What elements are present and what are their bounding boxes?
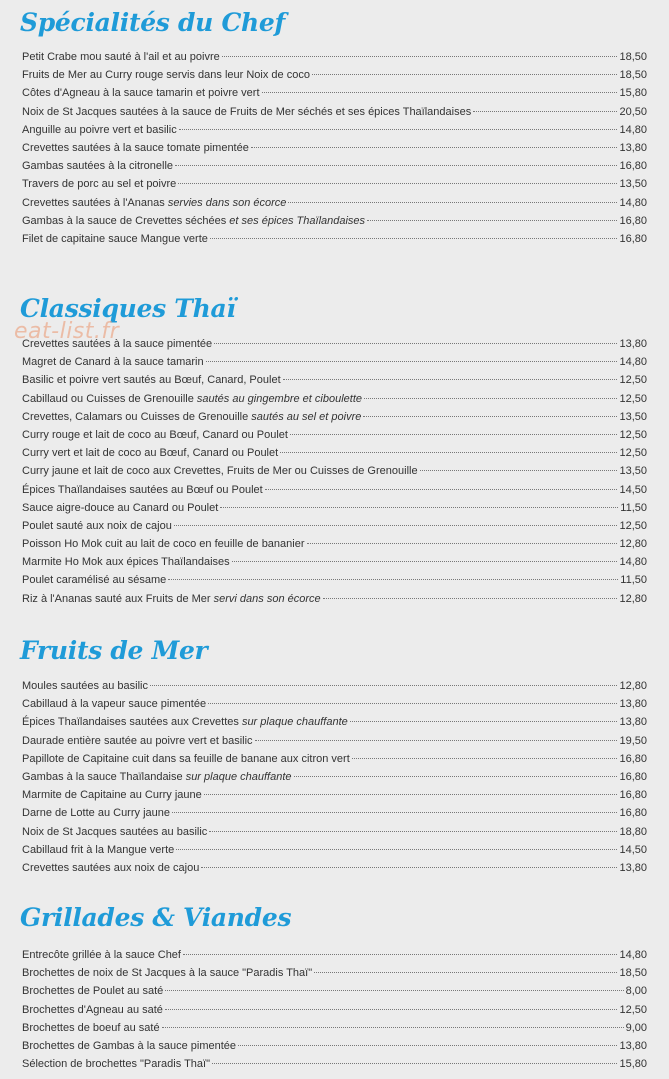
- dot-leader: [162, 1027, 624, 1028]
- dot-leader: [312, 74, 618, 75]
- item-name: [22, 194, 286, 212]
- item-title: Brochettes de Poulet au saté: [22, 985, 164, 998]
- item-price: 12,80: [619, 538, 647, 551]
- item-name: [22, 841, 174, 859]
- item-price: 13,50: [619, 178, 647, 191]
- item-title: Petit Crabe mou sauté à l'ail et au poivre: [22, 51, 220, 63]
- menu-item: [22, 1001, 647, 1019]
- dot-leader: [290, 434, 617, 435]
- item-title: Riz à l'Ananas sauté aux Fruits de Mer: [22, 592, 211, 605]
- item-title: Entrecôte grillée à la sauce Chef: [22, 949, 181, 961]
- item-price: 8,00: [625, 985, 647, 998]
- dot-leader: [294, 776, 618, 777]
- item-name: [22, 499, 218, 517]
- item-price: 13,80: [619, 338, 647, 350]
- menu-item: [22, 553, 647, 571]
- item-price: 18,50: [619, 967, 647, 980]
- menu-item: [22, 175, 647, 193]
- item-title: Daurade entière sautée au poivre vert et basilic: [22, 734, 253, 747]
- menu-item: [22, 139, 647, 157]
- menu-item: [22, 84, 647, 102]
- menu-list: [22, 946, 647, 1073]
- item-name: [22, 48, 220, 66]
- item-name: [22, 823, 207, 841]
- item-price: 15,80: [619, 1058, 647, 1071]
- item-title: Cabillaud à la vapeur sauce pimentée: [22, 698, 207, 711]
- dot-leader: [323, 598, 618, 599]
- item-name: [22, 1055, 210, 1073]
- item-title: Noix de St Jacques sautées au basilic: [22, 825, 208, 838]
- item-name: [22, 481, 263, 499]
- menu-item: [22, 194, 647, 212]
- menu-item: [22, 462, 647, 480]
- item-title: Brochettes de boeuf au saté: [22, 1021, 160, 1034]
- item-price: 16,80: [619, 752, 647, 765]
- dot-leader: [350, 721, 618, 722]
- dot-leader: [220, 507, 618, 508]
- menu-item: [22, 1055, 647, 1073]
- dot-leader: [222, 56, 618, 57]
- dot-leader: [165, 1009, 618, 1010]
- item-title: Moules sautées au basilic: [22, 680, 148, 692]
- item-price: 12,50: [619, 1003, 647, 1016]
- item-price: 14,50: [619, 843, 647, 856]
- item-price: 16,80: [619, 160, 647, 173]
- item-title: Gambas à la sauce Thaïlandaise: [22, 770, 183, 783]
- dot-leader: [363, 416, 617, 417]
- dot-leader: [251, 147, 618, 148]
- item-name: [22, 426, 288, 444]
- menu-item: [22, 535, 647, 553]
- item-note: sautés au gingembre et ciboulette: [196, 392, 362, 405]
- item-price: 14,80: [619, 196, 647, 209]
- item-price: 13,50: [619, 465, 647, 478]
- item-title: Darne de Lotte au Curry jaune: [22, 807, 170, 820]
- item-title: Filet de capitaine sauce Mangue verte: [22, 232, 208, 245]
- section-title: Spécialités du Chef: [20, 8, 285, 37]
- item-title: Curry jaune et lait de coco aux Crevettes, Fruits de Mer ou Cuisses de Grenouille: [22, 465, 418, 478]
- item-name: [22, 139, 249, 157]
- item-price: 11,50: [620, 501, 647, 514]
- dot-leader: [473, 111, 617, 112]
- item-price: 16,80: [619, 232, 647, 245]
- dot-leader: [179, 129, 618, 130]
- item-name: [22, 804, 170, 822]
- dot-leader: [150, 685, 618, 686]
- item-name: [22, 84, 260, 102]
- dot-leader: [352, 758, 618, 759]
- item-title: Noix de St Jacques sautées à la sauce de Fruits de Mer séchés et ses épices Thaïlandaises: [22, 105, 472, 118]
- section-title: Grillades & Viandes: [20, 903, 292, 932]
- menu-item: [22, 841, 647, 859]
- menu-item: [22, 859, 647, 877]
- dot-leader: [420, 470, 618, 471]
- item-name: [22, 212, 365, 230]
- item-name: [22, 946, 181, 964]
- menu-item: [22, 804, 647, 822]
- dot-leader: [183, 954, 617, 955]
- item-name: [22, 768, 292, 786]
- menu-item: [22, 426, 647, 444]
- item-price: 14,80: [619, 123, 647, 136]
- item-name: [22, 462, 418, 480]
- dot-leader: [214, 343, 617, 344]
- item-name: [22, 444, 278, 462]
- item-name: [22, 157, 173, 175]
- item-title: Crevettes, Calamars ou Cuisses de Grenouille: [22, 410, 249, 423]
- item-name: [22, 1019, 160, 1037]
- dot-leader: [204, 794, 618, 795]
- item-note: et ses épices Thaïlandaises: [229, 214, 366, 227]
- item-price: 12,50: [619, 428, 647, 441]
- dot-leader: [307, 543, 618, 544]
- item-title: Crevettes sautées à la sauce tomate pimentée: [22, 141, 249, 154]
- menu-list: [22, 677, 647, 877]
- item-name: [22, 371, 281, 389]
- item-price: 16,80: [619, 770, 647, 783]
- item-price: 13,80: [619, 141, 647, 154]
- menu-item: [22, 390, 647, 408]
- dot-leader: [283, 379, 618, 380]
- watermark: eat-list.fr: [14, 319, 120, 344]
- item-price: 12,80: [619, 592, 647, 605]
- dot-leader: [175, 165, 617, 166]
- item-name: [22, 230, 208, 248]
- menu-item: [22, 713, 647, 731]
- item-price: 18,80: [619, 825, 647, 838]
- menu-item: [22, 946, 647, 964]
- item-price: 16,80: [619, 789, 647, 802]
- item-price: 11,50: [620, 574, 647, 587]
- dot-leader: [212, 1063, 617, 1064]
- dot-leader: [288, 202, 617, 203]
- dot-leader: [367, 220, 617, 221]
- menu-item: [22, 750, 647, 768]
- item-name: [22, 553, 230, 571]
- item-title: Papillote de Capitaine cuit dans sa feuille de banane aux citron vert: [22, 752, 350, 765]
- item-price: 12,50: [619, 447, 647, 460]
- item-name: [22, 732, 253, 750]
- dot-leader: [232, 561, 618, 562]
- menu-item: [22, 768, 647, 786]
- dot-leader: [208, 703, 617, 704]
- item-name: [22, 571, 166, 589]
- item-price: 20,50: [619, 105, 647, 118]
- item-title: Épices Thaïlandaises sautées aux Crevettes: [22, 716, 239, 729]
- item-price: 18,50: [619, 69, 647, 82]
- item-name: [22, 713, 348, 731]
- item-price: 12,50: [619, 374, 647, 387]
- item-title: Poisson Ho Mok cuit au lait de coco en feuille de bananier: [22, 538, 305, 551]
- menu-item: [22, 1037, 647, 1055]
- item-name: [22, 750, 350, 768]
- item-title: Crevettes sautées à la sauce pimentée: [22, 338, 213, 350]
- item-name: [22, 121, 177, 139]
- item-title: Poulet caramélisé au sésame: [22, 574, 167, 587]
- menu-item: [22, 1019, 647, 1037]
- dot-leader: [201, 867, 617, 868]
- item-note: sur plaque chauffante: [185, 770, 292, 783]
- item-name: [22, 786, 202, 804]
- dot-leader: [262, 92, 618, 93]
- item-title: Travers de porc au sel et poivre: [22, 178, 177, 191]
- item-note: servies dans son écorce: [167, 196, 287, 209]
- item-price: 9,00: [625, 1021, 647, 1034]
- item-title: Cabillaud frit à la Mangue verte: [22, 843, 175, 856]
- dot-leader: [364, 398, 617, 399]
- item-note: servi dans son écorce: [213, 592, 321, 605]
- item-name: [22, 517, 172, 535]
- item-name: [22, 103, 471, 121]
- dot-leader: [314, 972, 617, 973]
- dot-leader: [210, 238, 618, 239]
- item-name: [22, 982, 163, 1000]
- menu-item: [22, 823, 647, 841]
- menu-item: [22, 353, 647, 371]
- menu-item: [22, 964, 647, 982]
- item-name: [22, 390, 362, 408]
- menu-item: [22, 517, 647, 535]
- item-title: Sélection de brochettes "Paradis Thaï": [22, 1058, 210, 1071]
- item-title: Fruits de Mer au Curry rouge servis dans leur Noix de coco: [22, 69, 310, 82]
- item-price: 12,50: [619, 519, 647, 532]
- item-title: Marmite Ho Mok aux épices Thaïlandaises: [22, 556, 230, 569]
- menu-list: [22, 335, 647, 608]
- item-price: 19,50: [619, 734, 647, 747]
- item-title: Curry rouge et lait de coco au Bœuf, Canard ou Poulet: [22, 428, 288, 441]
- dot-leader: [174, 525, 618, 526]
- item-title: Gambas à la sauce de Crevettes séchées: [22, 214, 227, 227]
- item-name: [22, 1037, 236, 1055]
- dot-leader: [176, 849, 617, 850]
- item-price: 13,50: [619, 410, 647, 423]
- item-title: Crevettes sautées aux noix de cajou: [22, 861, 200, 874]
- item-title: Cabillaud ou Cuisses de Grenouille: [22, 392, 194, 405]
- section-title: Fruits de Mer: [20, 636, 208, 665]
- item-title: Anguille au poivre vert et basilic: [22, 123, 177, 136]
- item-price: 14,80: [619, 356, 647, 369]
- menu-item: [22, 695, 647, 713]
- item-price: 12,80: [619, 680, 647, 692]
- item-name: [22, 175, 176, 193]
- item-title: Poulet sauté aux noix de cajou: [22, 519, 172, 532]
- section-title: Classiques Thaï: [20, 294, 236, 323]
- menu-item: [22, 408, 647, 426]
- dot-leader: [168, 579, 618, 580]
- item-title: Marmite de Capitaine au Curry jaune: [22, 789, 202, 802]
- menu-item: [22, 444, 647, 462]
- dot-leader: [255, 740, 618, 741]
- item-price: 15,80: [619, 87, 647, 100]
- item-price: 14,50: [619, 483, 647, 496]
- item-price: 16,80: [619, 807, 647, 820]
- menu-item: [22, 571, 647, 589]
- menu-item: [22, 786, 647, 804]
- item-name: [22, 677, 148, 695]
- item-name: [22, 1001, 163, 1019]
- menu-item: [22, 732, 647, 750]
- menu-item: [22, 48, 647, 66]
- menu-item: [22, 230, 647, 248]
- dot-leader: [178, 183, 617, 184]
- dot-leader: [172, 812, 617, 813]
- menu-item: [22, 157, 647, 175]
- item-note: sautés au sel et poivre: [251, 410, 362, 423]
- menu-item: [22, 982, 647, 1000]
- item-name: [22, 695, 206, 713]
- item-name: [22, 535, 305, 553]
- dot-leader: [265, 489, 618, 490]
- item-title: Côtes d'Agneau à la sauce tamarin et poivre vert: [22, 87, 260, 100]
- item-note: sur plaque chauffante: [241, 716, 348, 729]
- menu-item: [22, 371, 647, 389]
- item-price: 18,50: [619, 51, 647, 63]
- dot-leader: [165, 990, 623, 991]
- menu-item: [22, 212, 647, 230]
- dot-leader: [206, 361, 618, 362]
- item-price: 14,80: [619, 949, 647, 961]
- item-name: [22, 408, 361, 426]
- menu-list: [22, 48, 647, 248]
- item-title: Brochettes de Gambas à la sauce pimentée: [22, 1039, 237, 1052]
- item-name: [22, 964, 312, 982]
- item-price: 13,80: [619, 1039, 647, 1052]
- item-name: [22, 66, 310, 84]
- item-title: Crevettes sautées à l'Ananas: [22, 196, 165, 209]
- menu-item: [22, 103, 647, 121]
- item-price: 14,80: [619, 556, 647, 569]
- item-title: Basilic et poivre vert sautés au Bœuf, Canard, Poulet: [22, 374, 281, 387]
- menu-item: [22, 66, 647, 84]
- dot-leader: [209, 831, 617, 832]
- dot-leader: [238, 1045, 617, 1046]
- item-price: 13,80: [619, 698, 647, 711]
- item-price: 13,80: [619, 861, 647, 874]
- item-title: Gambas sautées à la citronelle: [22, 160, 174, 173]
- item-title: Sauce aigre-douce au Canard ou Poulet: [22, 501, 219, 514]
- item-name: [22, 859, 199, 877]
- item-title: Brochettes d'Agneau au saté: [22, 1003, 163, 1016]
- menu-item: [22, 590, 647, 608]
- item-name: [22, 590, 321, 608]
- item-title: Épices Thaïlandaises sautées au Bœuf ou Poulet: [22, 483, 263, 496]
- menu-item: [22, 121, 647, 139]
- item-title: Brochettes de noix de St Jacques à la sauce "Paradis Thaï": [22, 967, 313, 980]
- item-price: 13,80: [619, 716, 647, 729]
- item-name: [22, 353, 204, 371]
- menu-item: [22, 481, 647, 499]
- dot-leader: [280, 452, 617, 453]
- item-title: Magret de Canard à la sauce tamarin: [22, 356, 204, 369]
- menu-item: [22, 499, 647, 517]
- item-price: 12,50: [619, 392, 647, 405]
- item-title: Curry vert et lait de coco au Bœuf, Canard ou Poulet: [22, 447, 279, 460]
- item-price: 16,80: [619, 214, 647, 227]
- menu-item: [22, 677, 647, 695]
